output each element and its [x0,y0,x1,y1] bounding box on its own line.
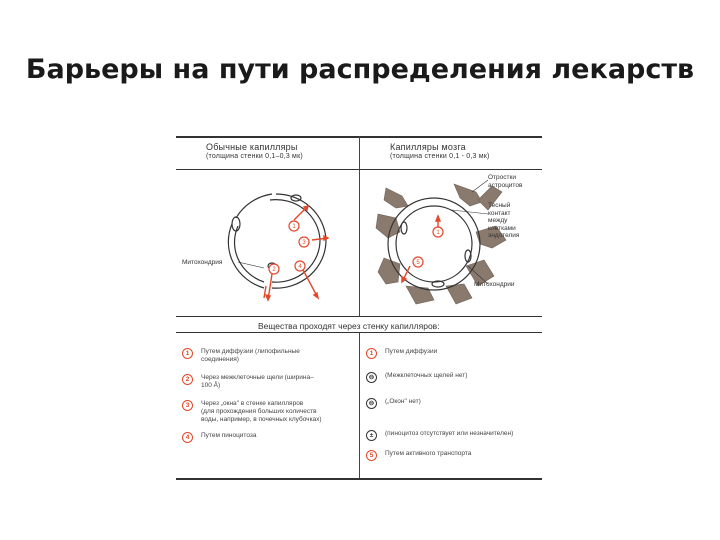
legend-text: (Межклеточных щелей нет) [385,372,468,379]
legend-number: 5 [366,450,377,461]
legend-number: 2 [182,374,193,385]
legend-text: Путем диффузии (липофильные соединения) [201,348,300,363]
bottom-rule [176,478,542,480]
legend-left-item [182,432,256,443]
legend-text: („Окон" нет) [385,398,421,405]
slide-title: Барьеры на пути распределения лекарств [25,54,695,85]
legend-text: Через межклеточные щели (ширина– 100 Å) [201,374,314,389]
legend-number: ⊖ [366,372,377,383]
legend-text: Путем диффузии [385,348,438,355]
legend-divider [359,333,360,478]
legend-right-item [366,450,471,461]
astrocyte-label: Отростки астроцитов [488,174,523,189]
legend-right-item [366,372,467,383]
left-marker-3: 3 [302,240,306,246]
mito-label: Митохондрия [182,259,223,266]
legend-number: ⊖ [366,398,377,409]
brain-mito-label: Митохондрии [474,281,515,288]
right-marker-5: 5 [416,260,420,266]
legend-right-item [366,348,437,359]
right-marker-1: 1 [436,230,440,236]
capillary-figure [176,136,542,480]
legend-number: 1 [366,348,377,359]
legend-left-item [182,374,314,390]
section-title: Вещества проходят через стенку капилляров: [258,321,440,331]
left-marker-2: 2 [272,267,276,273]
tight-junction-label: Тесный контакт между клетками эндотелия [488,202,520,239]
legend-number: 4 [182,432,193,443]
legend-text: Путем активного транспорта [385,450,472,457]
left-heading: Обычные капилляры (толщина стенки 0,1–0,3 мк) [206,142,303,160]
legend-right-item [366,430,513,441]
legend-text: Через „окна" в стенке капилляров (для прохождения больших количеств воды, например, в почечных клубочках) [201,400,322,423]
section-rule-top [176,316,542,317]
legend-right-item [366,398,421,409]
right-heading: Капилляры мозга (толщина стенки 0,1 - 0,3 мк) [390,142,490,160]
legend-number: 3 [182,400,193,411]
legend-number: ± [366,430,377,441]
legend-number: 1 [182,348,193,359]
left-marker-1: 1 [292,224,296,230]
legend-text: Путем пиноцитоза [201,432,257,439]
legend-left-item [182,400,322,424]
brain-capillary-arrows [402,216,440,282]
left-marker-4: 4 [298,264,302,270]
legend-left-item [182,348,300,364]
normal-capillary [228,194,326,288]
legend-text: (пиноцитоз отсутствует или незначителен) [385,430,514,437]
